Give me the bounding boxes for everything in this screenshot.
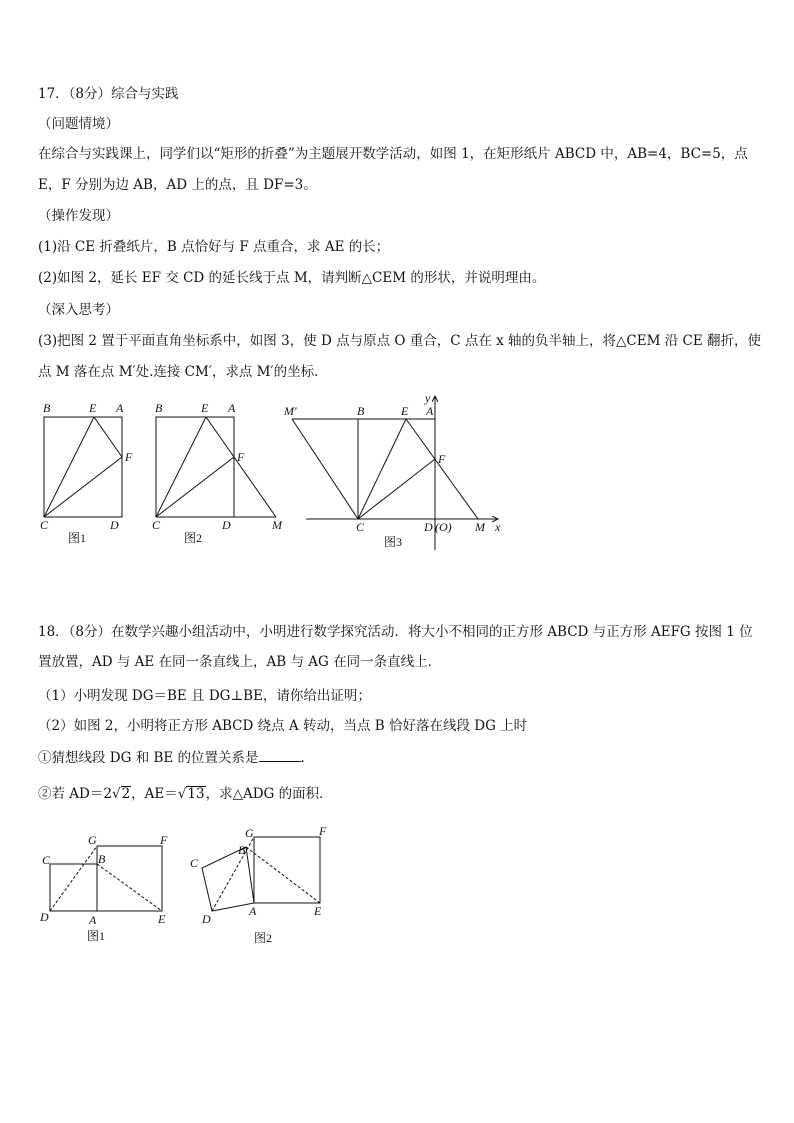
label-origin: (O) [435, 520, 452, 534]
sqrt-sign: √ [111, 786, 121, 802]
q17-section-thinking: （深入思考） [38, 302, 119, 318]
q18-subquestion-1 [38, 747, 314, 768]
label-E: E [89, 401, 97, 415]
q18-line1: 18．（8分）在数学兴趣小组活动中，小明进行数学探究活动．将大小不相同的正方形 ABCD 与正方形 AEFG 按图 1 位 [38, 624, 753, 640]
label-A: A [426, 404, 434, 418]
label-F: F [319, 824, 327, 838]
subquestion-1-text: ①猜想线段 DG 和 BE 的位置关系是 [38, 750, 259, 766]
label-x: x [495, 520, 501, 534]
label-F: F [237, 450, 245, 464]
q17-part3-line2: 点 M 落在点 M′处.连接 CM′，求点 M′的坐标. [38, 364, 319, 380]
q18-subquestion-2 [38, 784, 333, 804]
q18-figure-2 [182, 822, 342, 952]
label-M: M [475, 520, 485, 534]
label-E: E [401, 404, 409, 418]
q17-intro-line1: 在综合与实践课上，同学们以“矩形的折叠”为主题展开数学活动，如图 1，在矩形纸片 ABCD 中，AB=4，BC=5，点 [38, 146, 748, 162]
sqrt-sign: √ [177, 786, 187, 802]
label-A: A [249, 904, 257, 918]
label-C: C [152, 518, 161, 532]
q17-figure-1 [30, 395, 140, 550]
label-A: A [116, 401, 124, 415]
q17-section-operation: （操作发现） [38, 208, 119, 224]
label-A: A [228, 401, 236, 415]
q17-section-problem: （问题情境） [38, 116, 119, 132]
q18-part1: （1）小明发现 DG＝BE 且 DG⊥BE，请你给出证明； [38, 688, 371, 704]
label-D: D [222, 518, 231, 532]
label-C: C [42, 853, 51, 867]
q18-part2: （2）如图 2，小明将正方形 ABCD 绕点 A 转动，当点 B 恰好落在线段 DG 上时 [38, 718, 528, 734]
figure-caption: 图1 [68, 531, 87, 545]
answer-blank[interactable] [259, 747, 301, 762]
label-y: y [425, 391, 431, 405]
q17-part2: (2)如图 2，延长 EF 交 CD 的延长线于点 M，请判断△CEM 的形状，并说明理由。 [38, 270, 546, 286]
label-B: B [155, 401, 163, 415]
label-B: B [238, 843, 246, 857]
label-G: G [88, 833, 97, 847]
label-F: F [438, 452, 446, 466]
label-D: D [40, 910, 49, 924]
label-B: B [357, 404, 365, 418]
label-B: B [43, 401, 51, 415]
q17-part3-line1: (3)把图 2 置于平面直角坐标系中，如图 3，使 D 点与原点 O 重合，C 点在 x 轴的负半轴上，将△CEM 沿 CE 翻折，使 [38, 333, 761, 349]
label-F: F [160, 833, 168, 847]
subquestion-2-text: ②若 AD＝2 [38, 786, 112, 802]
label-E: E [158, 912, 166, 926]
label-E: E [314, 904, 322, 918]
label-D: D [110, 518, 119, 532]
radicand-13: 13 [187, 786, 205, 802]
q17-header: 17．（8分）综合与实践 [38, 86, 179, 102]
q17-part1: (1)沿 CE 折叠纸片，B 点恰好与 F 点重合，求 AE 的长； [38, 239, 390, 255]
subquestion-1-end: ． [300, 750, 315, 766]
label-B: B [98, 852, 106, 866]
figure-caption: 图2 [254, 931, 273, 945]
subquestion-2-end: ，求△ADG 的面积． [205, 786, 333, 802]
label-C: C [356, 520, 365, 534]
label-E: E [201, 401, 209, 415]
label-M-prime: M′ [284, 404, 297, 418]
q17-figure-2 [142, 395, 292, 550]
figure-caption: 图3 [384, 535, 403, 549]
label-F: F [125, 450, 133, 464]
label-C: C [190, 856, 199, 870]
label-C: C [40, 518, 49, 532]
label-M: M [272, 518, 282, 532]
label-G: G [245, 826, 254, 840]
q18-figure-1 [30, 826, 180, 948]
q17-intro-line2: E，F 分别为边 AB，AD 上的点，且 DF=3。 [38, 177, 317, 193]
label-D: D [202, 912, 211, 926]
subquestion-2-mid: ，AE＝ [131, 786, 178, 802]
q18-line2: 置放置，AD 与 AE 在同一条直线上，AB 与 AG 在同一条直线上． [38, 654, 442, 670]
radicand-2: 2 [121, 786, 131, 802]
figure-caption: 图1 [87, 929, 106, 943]
label-D: D [424, 520, 433, 534]
q17-figure-3 [280, 390, 510, 555]
figure-caption: 图2 [184, 531, 203, 545]
label-A: A [89, 913, 97, 927]
